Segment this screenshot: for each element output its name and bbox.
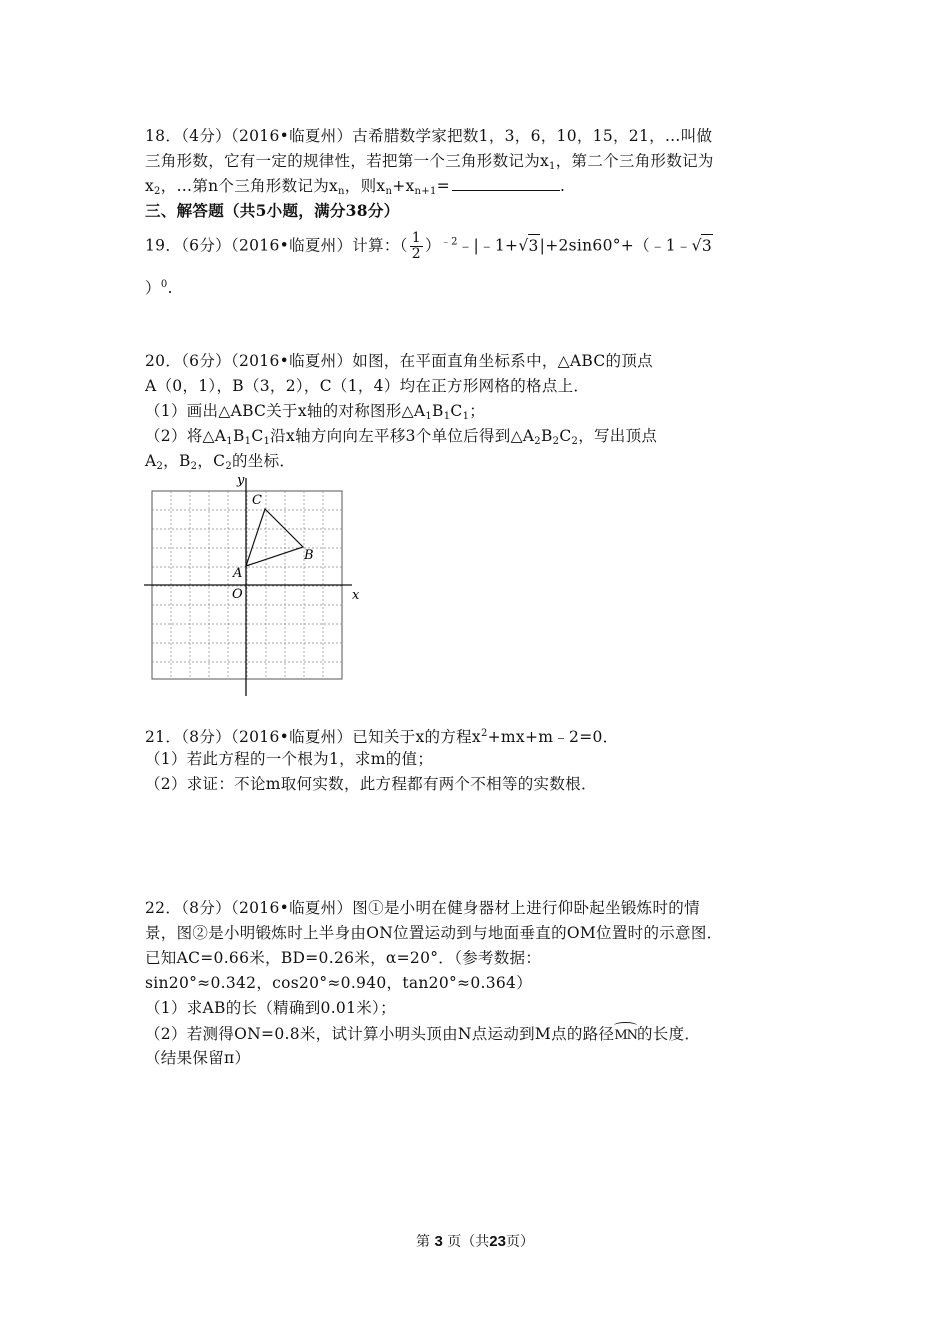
q20-line-2: A（0，1），B（3，2），C（1，4）均在正方形网格的格点上． <box>145 377 590 395</box>
triangle-abc <box>246 509 303 566</box>
q20-text-5c: ，C <box>197 452 226 470</box>
fraction-one-half <box>410 231 423 262</box>
footer-text-c: 页） <box>505 1234 534 1250</box>
arc-mn: MN <box>614 1022 637 1047</box>
q18-text-3b: ，…第n个三角形数记为x <box>160 177 339 195</box>
q20-text-3a: （1）画出△ABC关于x轴的对称图形△A <box>145 402 426 420</box>
subscript: 1 <box>425 411 433 422</box>
subscript: 2 <box>552 436 560 447</box>
subscript: 1 <box>549 161 556 172</box>
q20-text-4e: B <box>540 427 553 445</box>
origin-label: O <box>232 587 243 602</box>
q22-text-6a: （2）若测得ON=0.8米，试计算小明头顶由N点运动到M点的路径 <box>145 1025 615 1043</box>
q20-text-4d: 沿x轴方向向左平移3个单位后得到△A <box>270 427 535 445</box>
q20-text-3b: B <box>432 402 444 420</box>
subscript-n-plus-1: n+1 <box>414 186 437 197</box>
q20-line-4 <box>145 425 657 453</box>
q20-text-4c: C <box>251 427 264 445</box>
q19-part-2: ﹣|﹣1+ <box>457 236 519 255</box>
coordinate-grid-figure <box>140 474 370 700</box>
q19-line-2 <box>145 274 173 299</box>
vertex-c-label: C <box>252 493 262 508</box>
q20-text-5b: ，B <box>163 452 191 470</box>
q22-line-2: 景，图②是小明锻炼时上半身由ON位置运动到与地面垂直的OM位置时的示意图． <box>145 924 723 942</box>
q18-text-3c: ，则x <box>344 177 386 195</box>
q19-close-paren: ） <box>145 279 161 297</box>
q21-line-1 <box>145 723 618 748</box>
page-number: 3 <box>434 1233 443 1250</box>
q22-line-5: （1）求AB的长（精确到0.01米）； <box>145 999 396 1017</box>
radicand: 3 <box>701 234 713 257</box>
q19-prefix: 19．（6分）（2016•临夏州）计算：（ <box>145 236 408 255</box>
subscript: 1 <box>226 436 233 447</box>
q20-text-3d: ； <box>469 402 486 420</box>
q18-text-2a: 三角形数，它有一定的规律性，若把第一个三角形数记为x <box>145 152 550 170</box>
q20-text-4b: B <box>232 427 245 445</box>
subscript: 1 <box>443 411 451 422</box>
page-footer <box>0 1231 950 1251</box>
q20-text-4g: ，写出顶点 <box>578 427 658 445</box>
exponent: 0 <box>160 279 168 290</box>
q22-line-4: sin20°≈0.342，cos20°≈0.940，tan20°≈0.364） <box>145 974 533 992</box>
q19-end: . <box>167 279 173 297</box>
q22-text-6b: 的长度． <box>637 1025 701 1043</box>
q20-text-4a: （2）将△A <box>145 427 227 445</box>
q18-text-2b: ，第二个三角形数记为 <box>555 152 714 170</box>
q21-line-2: （1）若此方程的一个根为1，求m的值； <box>145 750 434 768</box>
q19-paren: ） <box>424 236 441 255</box>
radicand: 3 <box>528 234 540 257</box>
q21-text-1a: 21．（8分）（2016•临夏州）已知关于x的方程x <box>145 728 481 746</box>
q18-text-1: 18．（4分）（2016•临夏州）古希腊数学家把数1，3，6，10，15，21，…叫做 <box>145 127 713 145</box>
subscript: 2 <box>190 461 198 472</box>
q18-text-3d: +x <box>392 177 415 195</box>
q18-text-3f: . <box>559 177 566 195</box>
subscript: 1 <box>263 436 271 447</box>
q18-line-2 <box>145 150 714 178</box>
q18-text-3a: x <box>145 177 155 195</box>
axes <box>144 478 352 696</box>
q21-line-3: （2）求证：不论m取何实数，此方程都有两个不相等的实数根． <box>145 775 597 793</box>
q19-line-1 <box>145 231 713 262</box>
exponent: ﹣2 <box>440 236 458 248</box>
q18-text-3e: = <box>436 177 450 195</box>
q20-text-5a: A <box>145 452 157 470</box>
footer-text-b: 页（共 <box>447 1234 490 1250</box>
subscript-n: n <box>338 186 345 197</box>
q19-part-3: |+2sin60°+（﹣1﹣ <box>539 236 692 255</box>
x-axis-label: x <box>352 588 360 603</box>
fraction-denominator: 2 <box>411 246 421 262</box>
y-axis-label: y <box>237 474 245 488</box>
fraction-numerator: 1 <box>411 230 421 246</box>
vertex-b-label: B <box>304 548 314 563</box>
q18-line-1 <box>145 125 712 147</box>
subscript: 2 <box>156 461 164 472</box>
subscript: 1 <box>462 411 470 422</box>
subscript: 2 <box>154 186 161 197</box>
q18-line-3 <box>145 175 565 203</box>
q20-text-5d: 的坐标． <box>231 452 296 470</box>
q21-text-1b: +mx+m﹣2=0． <box>487 728 619 746</box>
sqrt-icon: √ <box>518 236 529 255</box>
footer-text-a: 第 <box>416 1234 431 1250</box>
q22-line-7: （结果保留π） <box>145 1049 251 1067</box>
subscript: 2 <box>571 436 579 447</box>
q20-text-4f: C <box>559 427 572 445</box>
total-pages: 23 <box>489 1233 506 1250</box>
q20-text-3c: C <box>450 402 463 420</box>
q20-line-1: 20．（6分）（2016•临夏州）如图，在平面直角坐标系中，△ABC的顶点 <box>145 352 653 370</box>
sqrt-icon: √ <box>691 236 702 255</box>
q22-line-1: 22．（8分）（2016•临夏州）图①是小明在健身器材上进行仰卧起坐锻炼时的情 <box>145 899 700 917</box>
exponent: 2 <box>480 728 488 739</box>
q22-line-6 <box>145 1022 700 1047</box>
section-heading: 三、解答题（共5小题，满分38分） <box>145 201 400 220</box>
q22-line-3: 已知AC=0.66米，BD=0.26米，α=20°．（参考数据： <box>145 949 542 967</box>
subscript: 2 <box>534 436 541 447</box>
subscript: 2 <box>225 461 232 472</box>
q20-line-3 <box>145 400 485 428</box>
subscript: 1 <box>244 436 252 447</box>
subscript-n: n <box>385 186 393 197</box>
answer-blank[interactable] <box>452 176 560 191</box>
vertex-a-label: A <box>233 566 243 581</box>
